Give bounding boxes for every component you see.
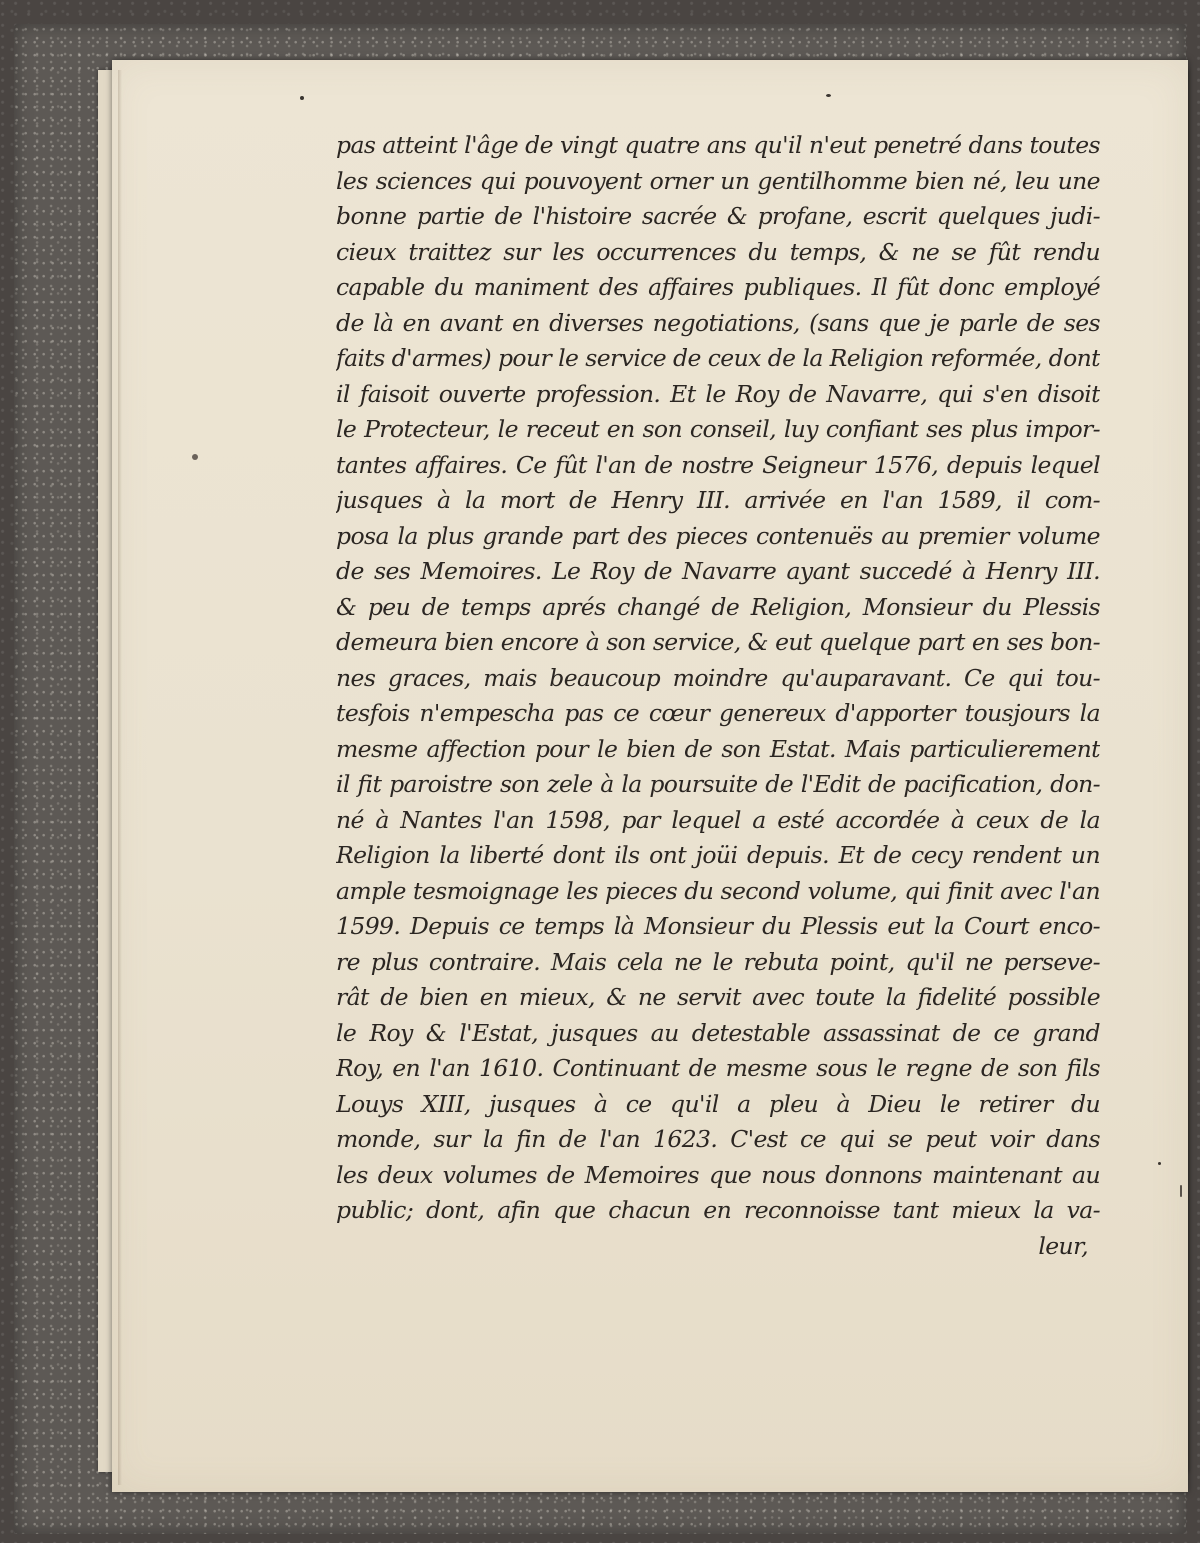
text-line: il faisoit ouverte profession. Et le Roy de Navarre, qui s'en disoit	[336, 379, 1100, 408]
text-line: les sciences qui pouvoyent orner un gentilhomme bien né, leu une	[336, 166, 1100, 195]
text-line: re plus contraire. Mais cela ne le rebuta point, qu'il ne perseve-	[336, 947, 1100, 976]
text-line: le Protecteur, le receut en son conseil, luy confiant ses plus impor-	[336, 415, 1100, 443]
text-line: tantes affaires. Ce fût l'an de nostre Seigneur 1576, depuis lequel	[336, 450, 1100, 479]
text-line: cieux traittez sur les occurrences du temps, & ne se fût rendu	[336, 237, 1100, 266]
text-line: les deux volumes de Memoires que nous donnons maintenant au	[336, 1160, 1100, 1189]
text-line: le Roy & l'Estat, jusques au detestable assassinat de ce grand	[336, 1018, 1100, 1047]
text-line: posa la plus grande part des pieces contenuës au premier volume	[336, 521, 1100, 550]
text-line: Religion la liberté dont ils ont joüi depuis. Et de cecy rendent un	[336, 841, 1100, 869]
catchword: leur,	[1038, 1231, 1088, 1260]
body-text	[336, 128, 1100, 1264]
text-line: il fit paroistre son zele à la poursuite de l'Edit de pacification, don-	[336, 770, 1100, 798]
text-line: & peu de temps aprés changé de Religion, Monsieur du Plessis	[336, 592, 1100, 621]
page-edge-shadow	[118, 70, 122, 1485]
text-line: Louys XIII, jusques à ce qu'il a pleu à Dieu le retirer du	[336, 1089, 1100, 1118]
text-line: jusques à la mort de Henry III. arrivée en l'an 1589, il com-	[336, 486, 1100, 514]
text-line: né à Nantes l'an 1598, par lequel a esté accordée à ceux de la	[336, 805, 1100, 834]
ink-speck	[300, 96, 304, 100]
text-line: rât de bien en mieux, & ne servit avec toute la fidelité possible	[336, 983, 1100, 1011]
ink-speck	[826, 94, 831, 97]
text-line: capable du maniment des affaires publiques. Il fût donc employé	[336, 273, 1100, 301]
text-line: public; dont, afin que chacun en reconnoisse tant mieux la va-	[336, 1196, 1100, 1224]
text-line: faits d'armes) pour le service de ceux de la Religion reformée, dont	[336, 344, 1100, 372]
ink-speck	[1158, 1162, 1161, 1165]
text-line: demeura bien encore à son service, & eut quelque part en ses bon-	[336, 628, 1100, 656]
text-line: nes graces, mais beaucoup moindre qu'auparavant. Ce qui tou-	[336, 663, 1100, 692]
text-line: 1599. Depuis ce temps là Monsieur du Plessis eut la Court enco-	[336, 912, 1100, 940]
text-line: mesme affection pour le bien de son Estat. Mais particulierement	[336, 734, 1100, 763]
text-line: pas atteint l'âge de vingt quatre ans qu'il n'eut penetré dans toutes	[336, 131, 1100, 159]
ink-speck	[1180, 1185, 1182, 1197]
text-line: de là en avant en diverses negotiations, (sans que je parle de ses	[336, 308, 1100, 337]
text-line: Roy, en l'an 1610. Continuant de mesme sous le regne de son fils	[336, 1054, 1100, 1082]
text-line: tesfois n'empescha pas ce cœur genereux d'apporter tousjours la	[336, 699, 1100, 727]
ink-speck	[192, 454, 198, 460]
text-line: de ses Memoires. Le Roy de Navarre ayant succedé à Henry III.	[336, 557, 1100, 585]
text-line: ample tesmoignage les pieces du second volume, qui finit avec l'an	[336, 876, 1100, 905]
text-line: monde, sur la fin de l'an 1623. C'est ce qui se peut voir dans	[336, 1125, 1100, 1153]
text-line: bonne partie de l'histoire sacrée & profane, escrit quelques judi-	[336, 202, 1100, 230]
